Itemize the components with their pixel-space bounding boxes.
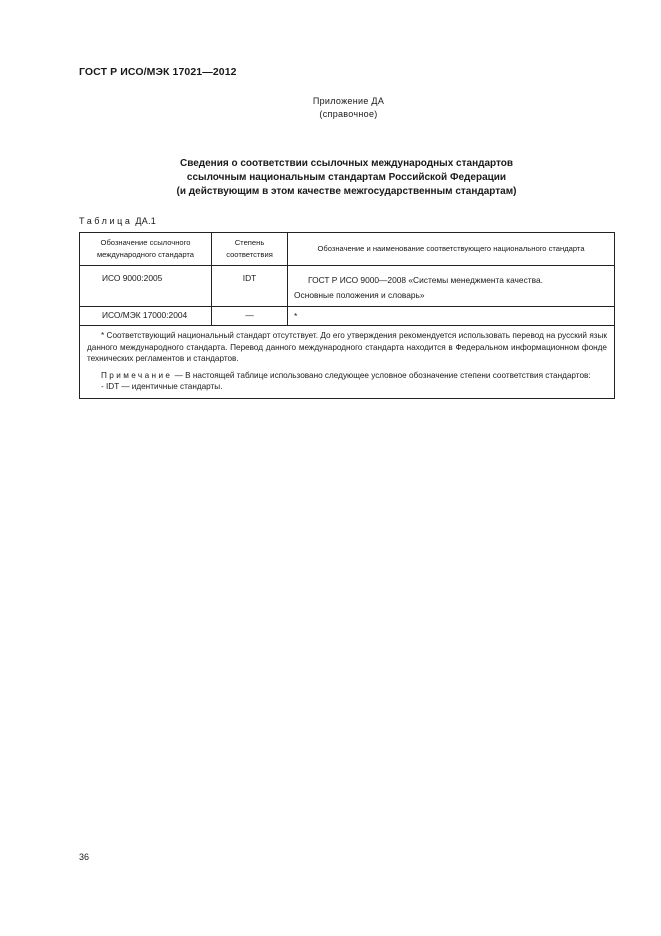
table-caption	[79, 216, 156, 226]
header-national-standard: Обозначение и наименование соответствующего национального стандарта	[288, 233, 615, 266]
national-standard-line-2: Основные положения и словарь»	[294, 290, 425, 300]
appendix-title	[79, 157, 614, 199]
cell-national-standard: *	[288, 307, 615, 326]
note-item: - IDT — идентичные стандарты.	[101, 382, 223, 391]
header-international-standard: Обозначение ссылочного международного стандарта	[80, 233, 212, 266]
page-number: 36	[79, 852, 90, 862]
header-degree: Степень соответствия	[212, 233, 288, 266]
correspondence-table	[79, 232, 615, 399]
note-text: — В настоящей таблице использовано следующее условное обозначение степени соответствия стандартов:	[174, 370, 591, 380]
note	[87, 370, 607, 382]
table-caption-word: Таблица	[79, 216, 133, 226]
title-line-2: ссылочным национальным стандартам Российской Федерации	[186, 172, 507, 183]
appendix-heading	[0, 95, 661, 121]
table-notes-row	[80, 326, 615, 399]
table-caption-number: ДА.1	[135, 216, 157, 226]
cell-degree: IDT	[212, 266, 288, 307]
table-row	[80, 266, 615, 307]
national-standard-line-1: ГОСТ Р ИСО 9000—2008 «Системы менеджмента качества.	[308, 275, 543, 285]
cell-degree: —	[212, 307, 288, 326]
title-line-3: (и действующим в этом качестве межгосударственным стандартам)	[176, 186, 517, 197]
standard-header: ГОСТ Р ИСО/МЭК 17021—2012	[79, 66, 237, 78]
table-row	[80, 307, 615, 326]
cell-international-standard: ИСО/МЭК 17000:2004	[80, 307, 212, 326]
table-header-row	[80, 233, 615, 266]
table-notes	[80, 326, 615, 399]
title-line-1: Сведения о соответствии ссылочных международных стандартов	[179, 158, 514, 169]
footnote: * Соответствующий национальный стандарт отсутствует. До его утверждения рекомендуется использовать перевод на русский язык данного международного стандарта. Перевод данного международного стандарта находится в Федеральном информационном фонде технических регламентов и стандартов.	[87, 331, 607, 363]
cell-national-standard	[288, 266, 615, 307]
appendix-label: Приложение ДА	[312, 96, 385, 106]
cell-international-standard: ИСО 9000:2005	[80, 266, 212, 307]
note-word: Примечание	[101, 370, 173, 380]
appendix-type: (справочное)	[319, 109, 378, 119]
